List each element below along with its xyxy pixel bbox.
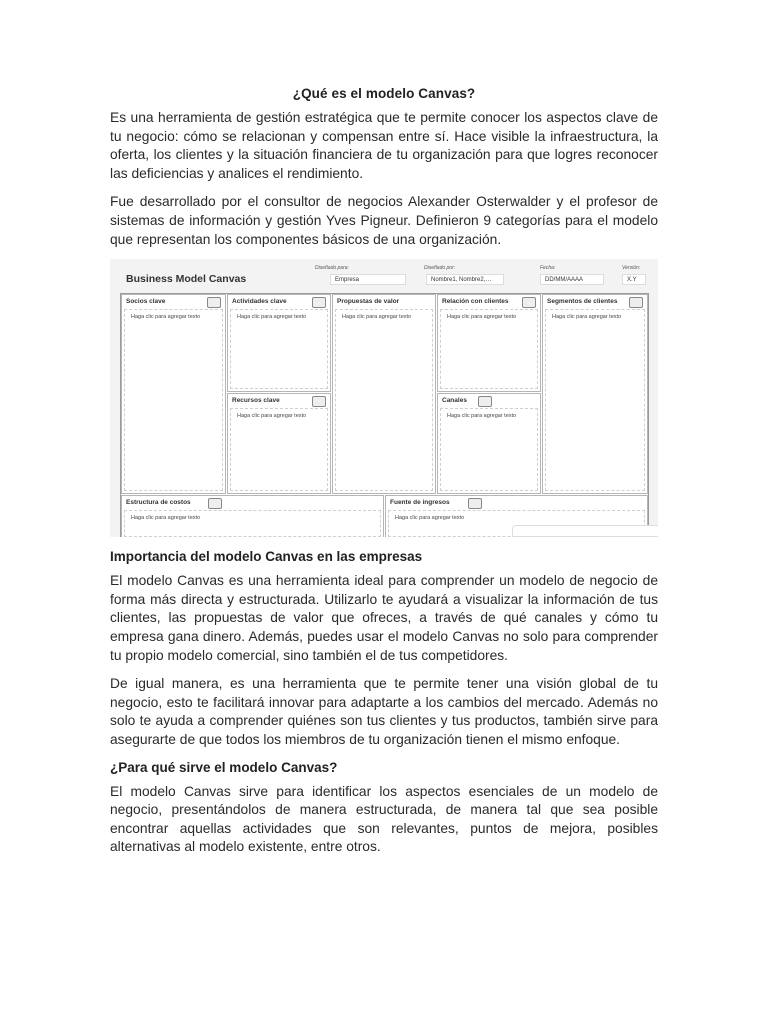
heart-icon [522, 297, 536, 308]
placeholder-text: Haga clic para agregar texto [395, 515, 465, 522]
block-socios-clave [121, 294, 226, 494]
section-heading-importancia: Importancia del modelo Canvas en las empresas [110, 549, 423, 565]
money-bag-icon [468, 498, 482, 509]
placeholder-text: Haga clic para agregar texto [552, 314, 622, 321]
placeholder-text: Haga clic para agregar texto [447, 413, 517, 420]
document-page [110, 86, 658, 867]
date-value: DD/MM/AAAA [540, 274, 604, 285]
block-title: Actividades clave [232, 298, 287, 306]
canvas-grid [120, 293, 649, 537]
designed-by-label: Diseñado por: [424, 265, 456, 272]
block-title: Estructura de costos [126, 499, 191, 507]
placeholder-text: Haga clic para agregar texto [447, 314, 517, 321]
block-actividades-clave [227, 294, 331, 392]
text-area[interactable] [545, 309, 645, 491]
text-area[interactable] [230, 309, 328, 389]
activity-icon [312, 297, 326, 308]
text-area[interactable] [440, 408, 538, 491]
placeholder-text: Haga clic para agregar texto [131, 314, 201, 321]
block-title: Fuente de ingresos [390, 499, 450, 507]
block-title: Segmentos de clientes [547, 298, 618, 306]
section-heading-para-que-sirve: ¿Para qué sirve el modelo Canvas? [110, 759, 338, 775]
placeholder-text: Haga clic para agregar texto [131, 515, 201, 522]
date-label: Fecha: [540, 265, 556, 272]
text-area[interactable] [124, 510, 381, 537]
business-model-canvas-image [110, 259, 658, 537]
designed-for-label: Diseñado para: [315, 265, 349, 272]
paragraph: De igual manera, es una herramienta que te permite tener una visión global de tu negocio, esto te facilitará innovar para adaptarte a los cambios del mercado. Además no solo te ayuda a comprender quiénes son tus clientes y tus productos, también sirve para asegurarte de que todos los miembros de tu organización tienen el mismo enfoque. [110, 676, 658, 747]
version-label: Versión: [622, 265, 641, 272]
block-recursos-clave [227, 393, 331, 494]
paragraph: Es una herramienta de gestión estratégica que te permite conocer los aspectos clave de tu negocio: cómo se relacionan y compensan entre sí. Hace visible la infraestructura, la oferta, los clientes y la situación financiera de tu organización para que logres reconocer las deficiencias y analices el rendimiento. [110, 110, 658, 181]
text-area[interactable] [230, 408, 328, 491]
canvas-title: Business Model Canvas [126, 273, 247, 286]
paragraph: El modelo Canvas sirve para identificar los aspectos esenciales de un modelo de negocio, presentándolos de manera estructurada, de manera tal que sea posible encontrar aquellas actividades que son relevantes, puntos de mejora, posibles alternativas al modelo existente, entre otros. [110, 783, 658, 855]
tag-icon [208, 498, 222, 509]
overlay-card-edge [512, 525, 658, 537]
paragraph: Fue desarrollado por el consultor de negocios Alexander Osterwalder y el profesor de sistemas de información y gestión Yves Pigneur. Definieron 9 categorías para el modelo que representan los componentes básicos de una organización. [110, 194, 658, 247]
designed-by-value: Nombre1, Nombre2,… [426, 274, 504, 285]
paragraph: El modelo Canvas es una herramienta ideal para comprender un modelo de negocio de forma más directa y estructurada. Utilizarlo te ayudará a visualizar la información de tus clientes, las propuestas de valor que ofreces, a través de qué canales y cómo tu empresa gana dinero. Además, puedes usar el modelo Canvas no solo para comprender tu propio modelo comercial, sino también el de tus competidores. [110, 573, 658, 663]
block-title: Relación con clientes [442, 298, 509, 306]
section-heading-que-es: ¿Qué es el modelo Canvas? [292, 86, 476, 101]
placeholder-text: Haga clic para agregar texto [237, 314, 307, 321]
block-segmentos-de-clientes [542, 294, 648, 494]
factory-icon [312, 396, 326, 407]
text-area[interactable] [440, 309, 538, 389]
block-relacion-con-clientes [437, 294, 541, 392]
text-area[interactable] [335, 309, 433, 491]
block-title: Canales [442, 397, 467, 405]
block-title: Socios clave [126, 298, 166, 306]
designed-for-value: Empresa [330, 274, 406, 285]
version-value: X.Y [622, 274, 646, 285]
block-title: Propuestas de valor [337, 298, 400, 306]
truck-icon [478, 396, 492, 407]
block-propuestas-de-valor [332, 294, 436, 494]
block-estructura-de-costos [121, 495, 384, 537]
handshake-icon [207, 297, 221, 308]
placeholder-text: Haga clic para agregar texto [237, 413, 307, 420]
block-canales [437, 393, 541, 494]
block-title: Recursos clave [232, 397, 280, 405]
placeholder-text: Haga clic para agregar texto [342, 314, 412, 321]
text-area[interactable] [124, 309, 223, 491]
users-icon [629, 297, 643, 308]
